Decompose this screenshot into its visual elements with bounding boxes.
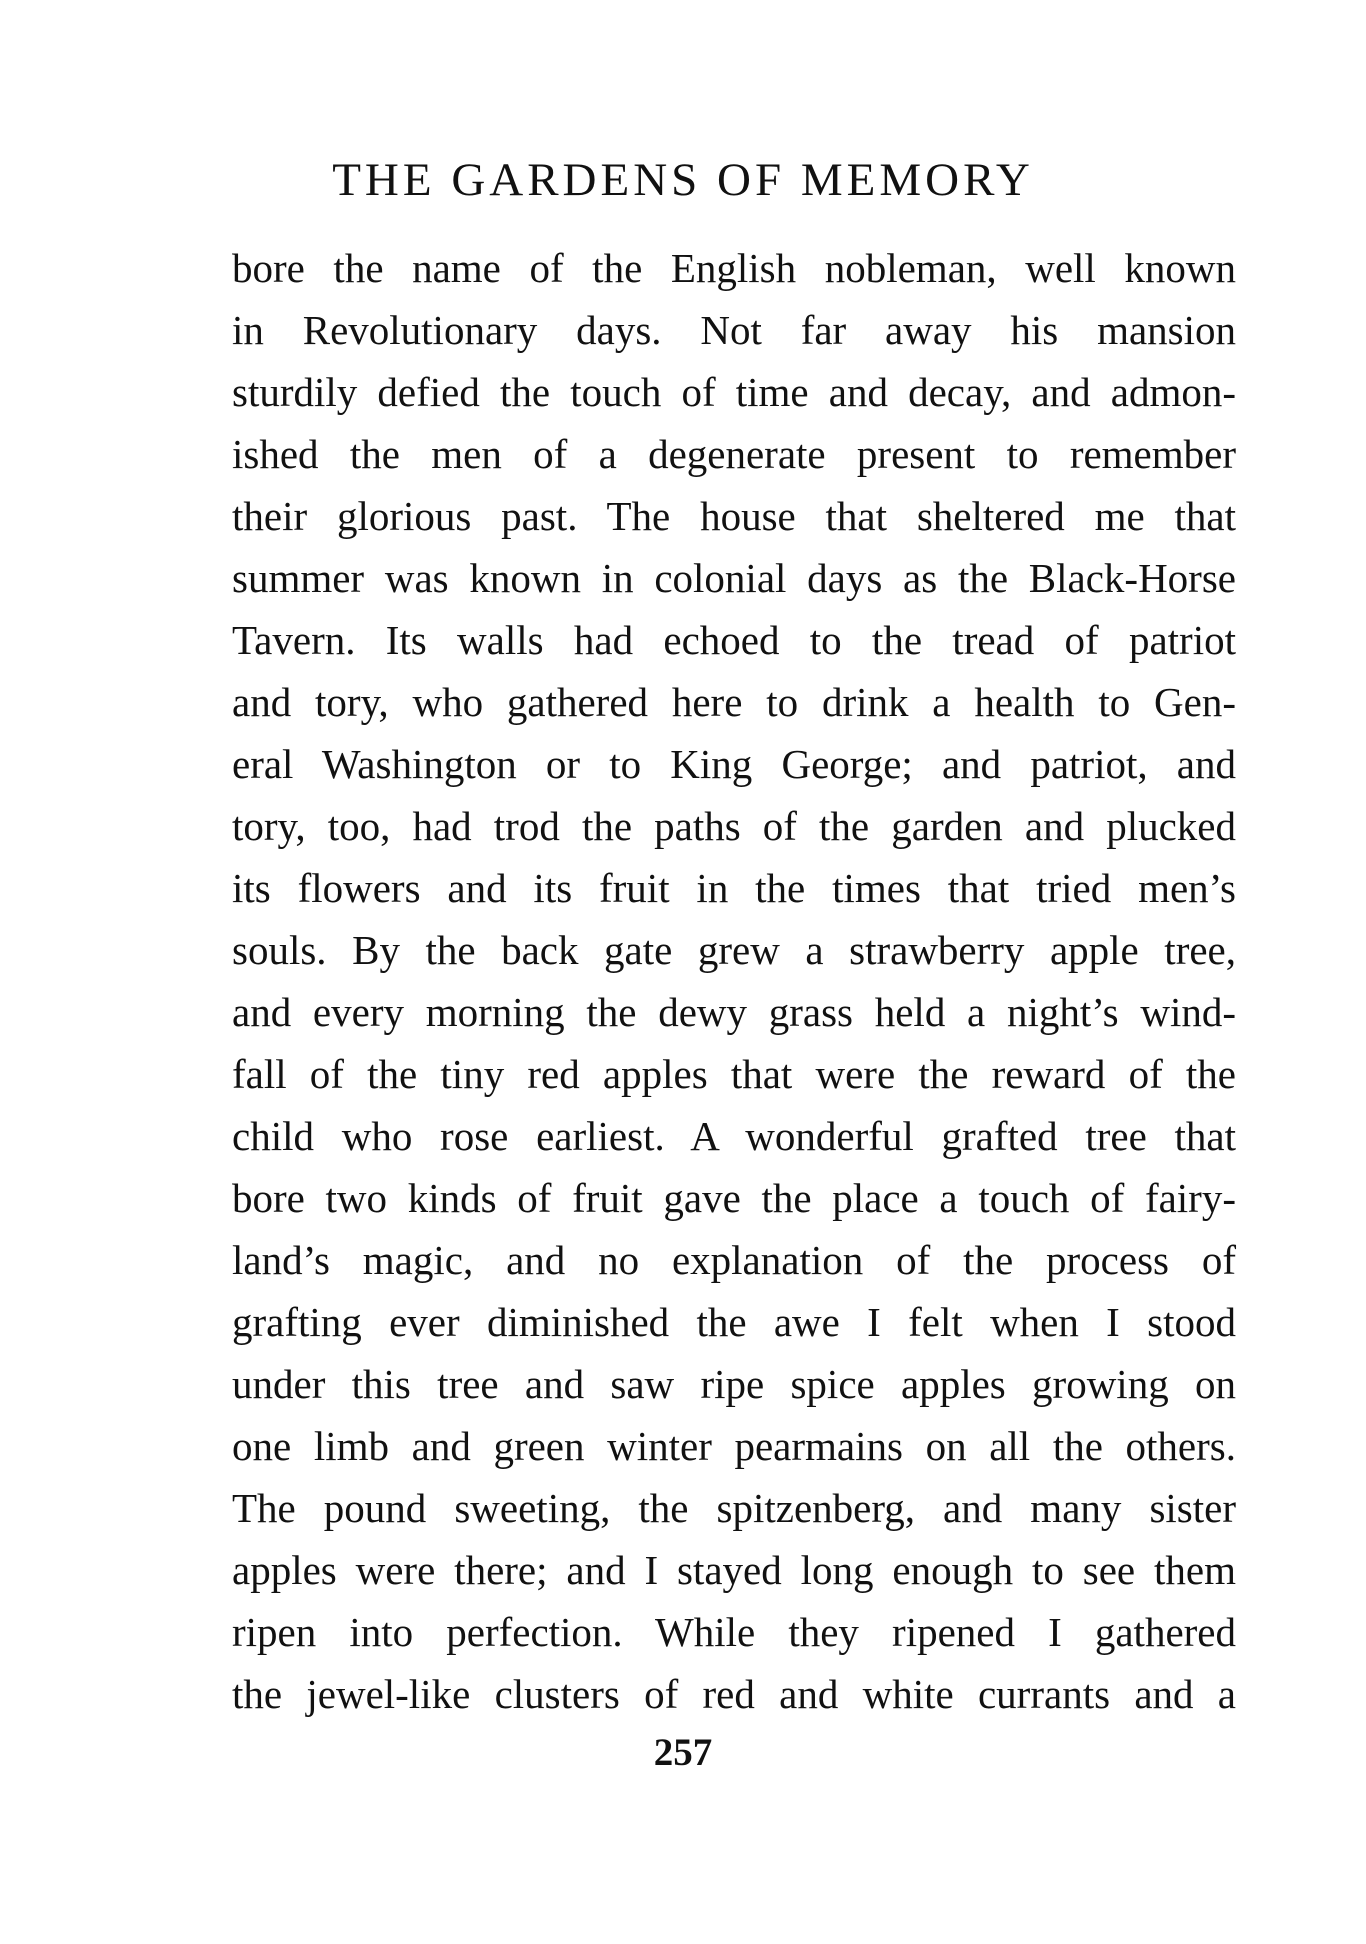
text-line: one limb and green winter pearmains on all the others. — [232, 1423, 1236, 1469]
body-text — [232, 237, 1236, 1725]
text-line: sturdily defied the touch of time and decay, and admon- — [232, 369, 1236, 415]
text-line: and every morning the dewy grass held a night’s wind- — [232, 989, 1236, 1035]
text-line: child who rose earliest. A wonderful grafted tree that — [232, 1113, 1236, 1159]
text-line: their glorious past. The house that sheltered me that — [232, 493, 1236, 539]
text-line: ished the men of a degenerate present to remember — [232, 431, 1236, 477]
page-number: 257 — [653, 1731, 713, 1774]
text-line: its flowers and its fruit in the times that tried men’s — [232, 865, 1236, 911]
text-line: eral Washington or to King George; and patriot, and — [232, 741, 1236, 787]
text-line: The pound sweeting, the spitzenberg, and many sister — [232, 1485, 1236, 1531]
text-line: the jewel-like clusters of red and white currants and a — [232, 1671, 1236, 1717]
text-line: ripen into perfection. While they ripened I gathered — [232, 1609, 1236, 1655]
text-line: grafting ever diminished the awe I felt when I stood — [232, 1299, 1236, 1345]
text-line: souls. By the back gate grew a strawberry apple tree, — [232, 927, 1236, 973]
text-line: under this tree and saw ripe spice apples growing on — [232, 1361, 1236, 1407]
text-line: land’s magic, and no explanation of the process of — [232, 1237, 1236, 1283]
running-head: THE GARDENS OF MEMORY — [332, 154, 1034, 206]
text-line: bore the name of the English nobleman, well known — [232, 245, 1236, 291]
text-line: bore two kinds of fruit gave the place a touch of fairy- — [232, 1175, 1236, 1221]
text-line: Tavern. Its walls had echoed to the tread of patriot — [232, 617, 1236, 663]
text-line: summer was known in colonial days as the Black-Horse — [232, 555, 1236, 601]
text-line: tory, too, had trod the paths of the garden and plucked — [232, 803, 1236, 849]
text-line: in Revolutionary days. Not far away his mansion — [232, 307, 1236, 353]
text-line: and tory, who gathered here to drink a health to Gen- — [232, 679, 1236, 725]
text-line: apples were there; and I stayed long enough to see them — [232, 1547, 1236, 1593]
text-line: fall of the tiny red apples that were the reward of the — [232, 1051, 1236, 1097]
